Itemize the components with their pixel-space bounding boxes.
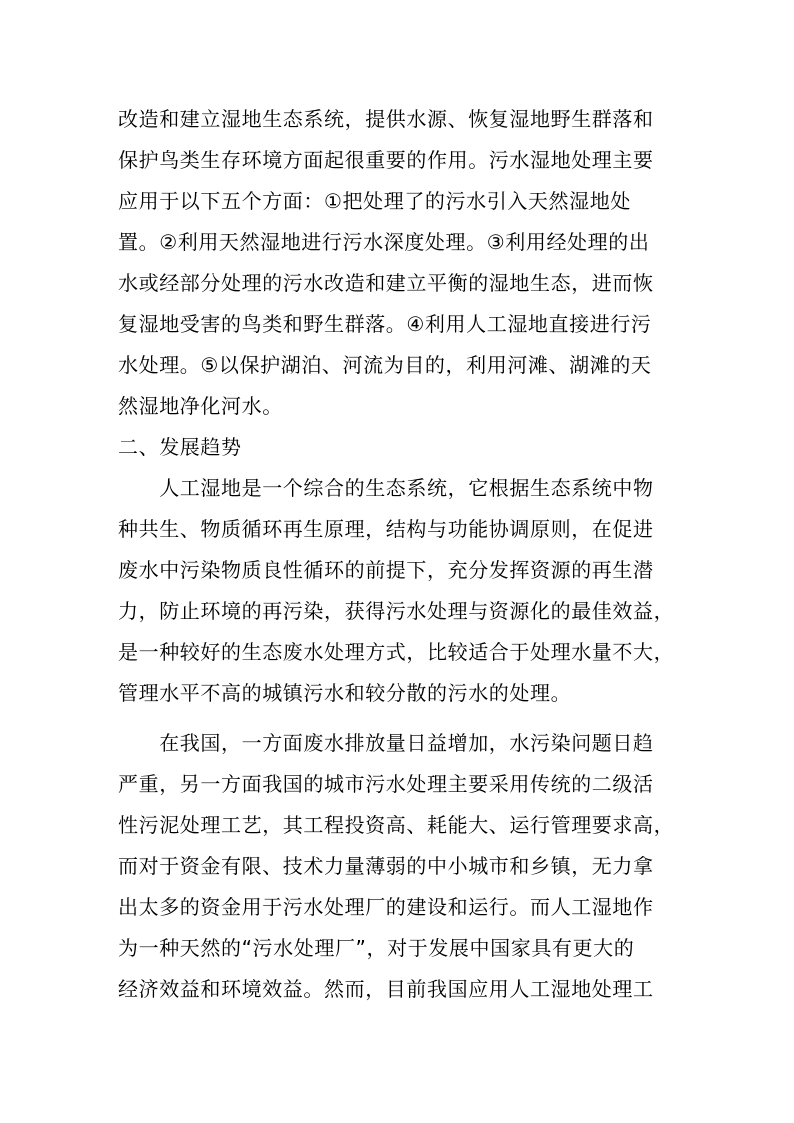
paragraph-line: 复湿地受害的鸟类和野生群落。④利用人工湿地直接进行污 bbox=[118, 312, 652, 336]
paragraph-line: 经济效益和环境效益。然而，目前我国应用人工湿地处理工 bbox=[118, 977, 654, 1001]
paragraph-line: 水处理。⑤以保护湖泊、河流为目的，利用河滩、湖滩的天 bbox=[118, 353, 652, 377]
paragraph-line: 水或经部分处理的污水改造和建立平衡的湿地生态，进而恢 bbox=[118, 271, 654, 295]
section-heading: 二、发展趋势 bbox=[118, 435, 242, 459]
paragraph-line: 人工湿地是一个综合的生态系统，它根据生态系统中物 bbox=[118, 476, 654, 500]
paragraph-line: 改造和建立湿地生态系统，提供水源、恢复湿地野生群落和 bbox=[118, 107, 654, 131]
paragraph-line: 置。②利用天然湿地进行污水深度处理。③利用经处理的出 bbox=[118, 230, 650, 254]
paragraph-line: 种共生、物质循环再生原理，结构与功能协调原则，在促进 bbox=[118, 517, 654, 541]
paragraph-line: 然湿地净化河水。 bbox=[118, 394, 283, 418]
paragraph-line: 而对于资金有限、技术力量薄弱的中小城市和乡镇，无力拿 bbox=[118, 854, 654, 878]
paragraph-line: 出太多的资金用于污水处理厂的建设和运行。而人工湿地作 bbox=[118, 895, 654, 919]
paragraph-line: 是一种较好的生态废水处理方式，比较适合于处理水量不大， bbox=[118, 640, 675, 664]
paragraph-line: 管理水平不高的城镇污水和较分散的污水的处理。 bbox=[118, 681, 572, 705]
paragraph-line: 保护鸟类生存环境方面起很重要的作用。污水湿地处理主要 bbox=[118, 148, 654, 172]
paragraph-line: 严重，另一方面我国的城市污水处理主要采用传统的二级活 bbox=[118, 772, 654, 796]
paragraph-line: 性污泥处理工艺，其工程投资高、耗能大、运行管理要求高， bbox=[118, 813, 675, 837]
paragraph-line: 为一种天然的“污水处理厂”，对于发展中国家具有更大的 bbox=[118, 936, 635, 960]
paragraph-line: 在我国，一方面废水排放量日益增加，水污染问题日趋 bbox=[118, 731, 654, 755]
paragraph-line: 应用于以下五个方面：①把处理了的污水引入天然湿地处 bbox=[118, 189, 631, 213]
paragraph-line: 力，防止环境的再污染，获得污水处理与资源化的最佳效益， bbox=[118, 599, 675, 623]
paragraph-line: 废水中污染物质良性循环的前提下，充分发挥资源的再生潜 bbox=[118, 558, 654, 582]
